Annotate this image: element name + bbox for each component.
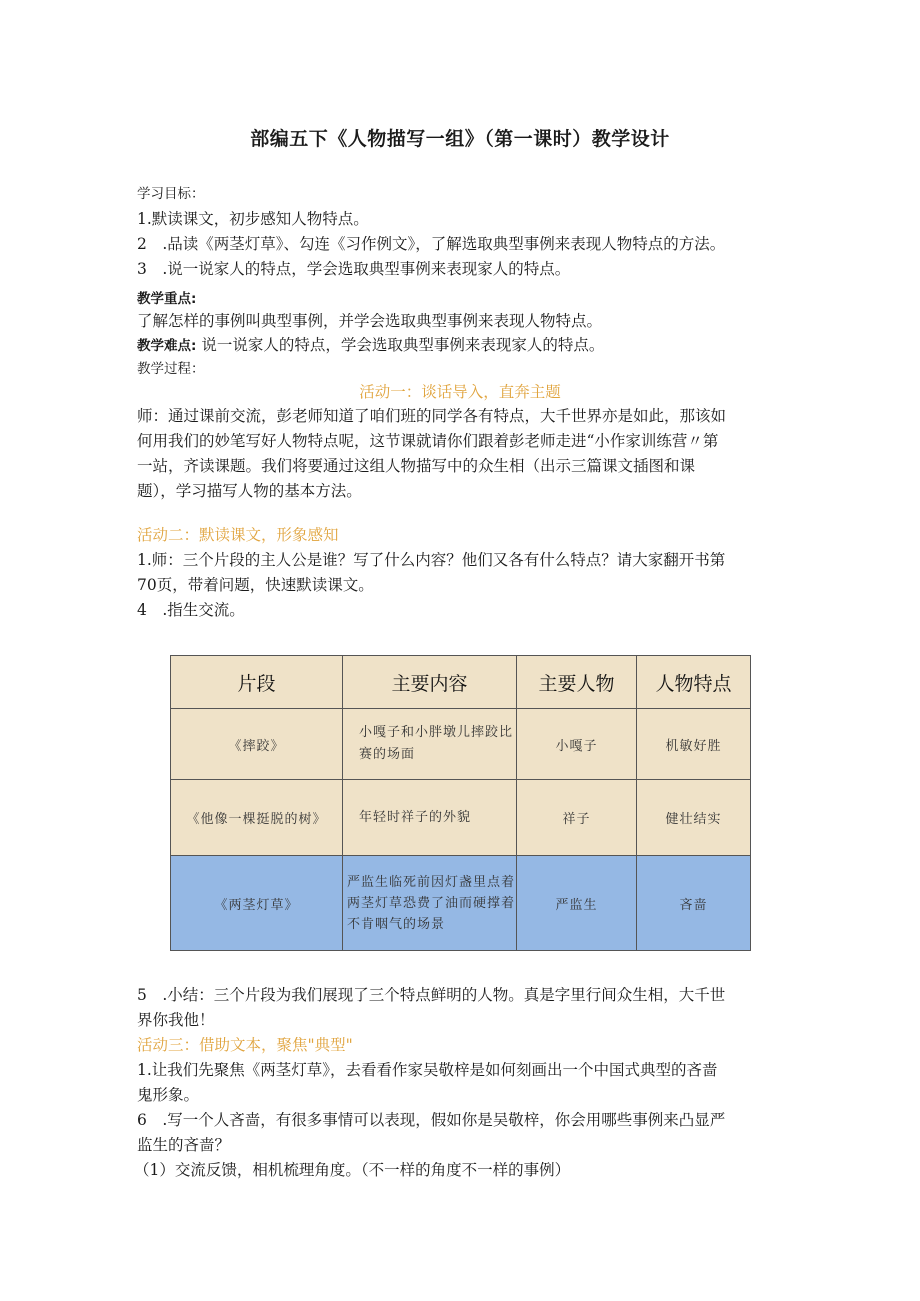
activity3-line-4: 监生的吝啬？	[137, 1136, 231, 1154]
summary-line-1: 5 .小结：三个片段为我们展现了三个特点鲜明的人物。真是字里行间众生相，大千世	[137, 986, 726, 1004]
table-row	[171, 709, 751, 780]
summary-line-2: 界你我他！	[137, 1011, 215, 1029]
activity1-line-2: 何用我们的妙笔写好人物特点呢，这节课就请你们跟着彭老师走进“小作家训练营〃第	[137, 432, 719, 450]
difficulty-text: 说一说家人的特点，学会选取典型事例来表现家人的特点。	[201, 336, 605, 354]
cell-segment: 《两茎灯草》	[171, 856, 343, 951]
header-trait: 人物特点	[637, 656, 751, 709]
cell-person: 祥子	[517, 780, 637, 856]
goal-item-1: 1.默读课文，初步感知人物特点。	[137, 210, 369, 228]
activity2-line-3: 4 .指生交流。	[137, 601, 245, 619]
activity1-line-1: 师：通过课前交流，彭老师知道了咱们班的同学各有特点，大千世界亦是如此，那该如	[137, 407, 727, 425]
activity2-line-2: 70页，带着问题，快速默读课文。	[137, 576, 374, 594]
process-heading: 教学过程：	[137, 361, 205, 377]
activity1-line-3: 一站，齐读课题。我们将要通过这组人物描写中的众生相（出示三篇课文插图和课	[137, 457, 696, 475]
activity1-line-4: 题），学习描写人物的基本方法。	[137, 482, 362, 500]
activity3-line-1: 1.让我们先聚焦《两茎灯草》，去看看作家吴敬梓是如何刻画出一个中国式典型的吝啬	[137, 1061, 718, 1079]
activity3-line-5: （1）交流反馈，相机梳理角度。（不一样的角度不一样的事例）	[134, 1161, 571, 1179]
goals-heading: 学习目标：	[137, 186, 205, 202]
page-title: 部编五下《人物描写一组》（第一课时）教学设计	[250, 128, 670, 150]
header-person: 主要人物	[517, 656, 637, 709]
cell-content: 严监生临死前因灯盏里点着两茎灯草恐费了油而硬撑着不肯咽气的场景	[343, 856, 517, 951]
header-segment: 片段	[171, 656, 343, 709]
difficulty-line	[137, 333, 604, 355]
cell-segment: 《摔跤》	[171, 709, 343, 780]
difficulty-label: 教学难点:	[137, 338, 197, 354]
cell-content: 年轻时祥子的外貌	[343, 780, 517, 856]
cell-person: 严监生	[517, 856, 637, 951]
activity2-title: 活动二：默读课文，形象感知	[137, 526, 339, 544]
activity3-title: 活动三：借助文本，聚焦"典型"	[137, 1036, 353, 1054]
table-header-row	[171, 656, 751, 709]
activity1-title: 活动一：谈话导入，直奔主题	[359, 383, 561, 401]
cell-person: 小嘎子	[517, 709, 637, 780]
cell-trait: 健壮结实	[637, 780, 751, 856]
activity3-line-3: 6 .写一个人吝啬，有很多事情可以表现，假如你是吴敬梓，你会用哪些事例来凸显严	[137, 1111, 726, 1129]
table-row	[171, 856, 751, 951]
activity3-line-2: 鬼形象。	[137, 1086, 200, 1104]
activity2-line-1: 1.师：三个片段的主人公是谁？写了什么内容？他们又各有什么特点？请大家翻开书第	[137, 551, 726, 569]
goal-item-2: 2 .品读《两茎灯草》、勾连《习作例文》，了解选取典型事例来表现人物特点的方法。	[137, 235, 726, 253]
key-point-label: 教学重点:	[137, 291, 197, 307]
cell-trait: 机敏好胜	[637, 709, 751, 780]
cell-segment: 《他像一棵挺脱的树》	[171, 780, 343, 856]
header-content: 主要内容	[343, 656, 517, 709]
cell-trait: 吝啬	[637, 856, 751, 951]
table-row	[171, 780, 751, 856]
goal-item-3: 3 .说一说家人的特点，学会选取典型事例来表现家人的特点。	[137, 260, 571, 278]
cell-content: 小嘎子和小胖墩儿摔跤比赛的场面	[343, 709, 517, 780]
key-point-text: 了解怎样的事例叫典型事例，并学会选取典型事例来表现人物特点。	[137, 312, 603, 330]
characters-table	[170, 655, 751, 951]
